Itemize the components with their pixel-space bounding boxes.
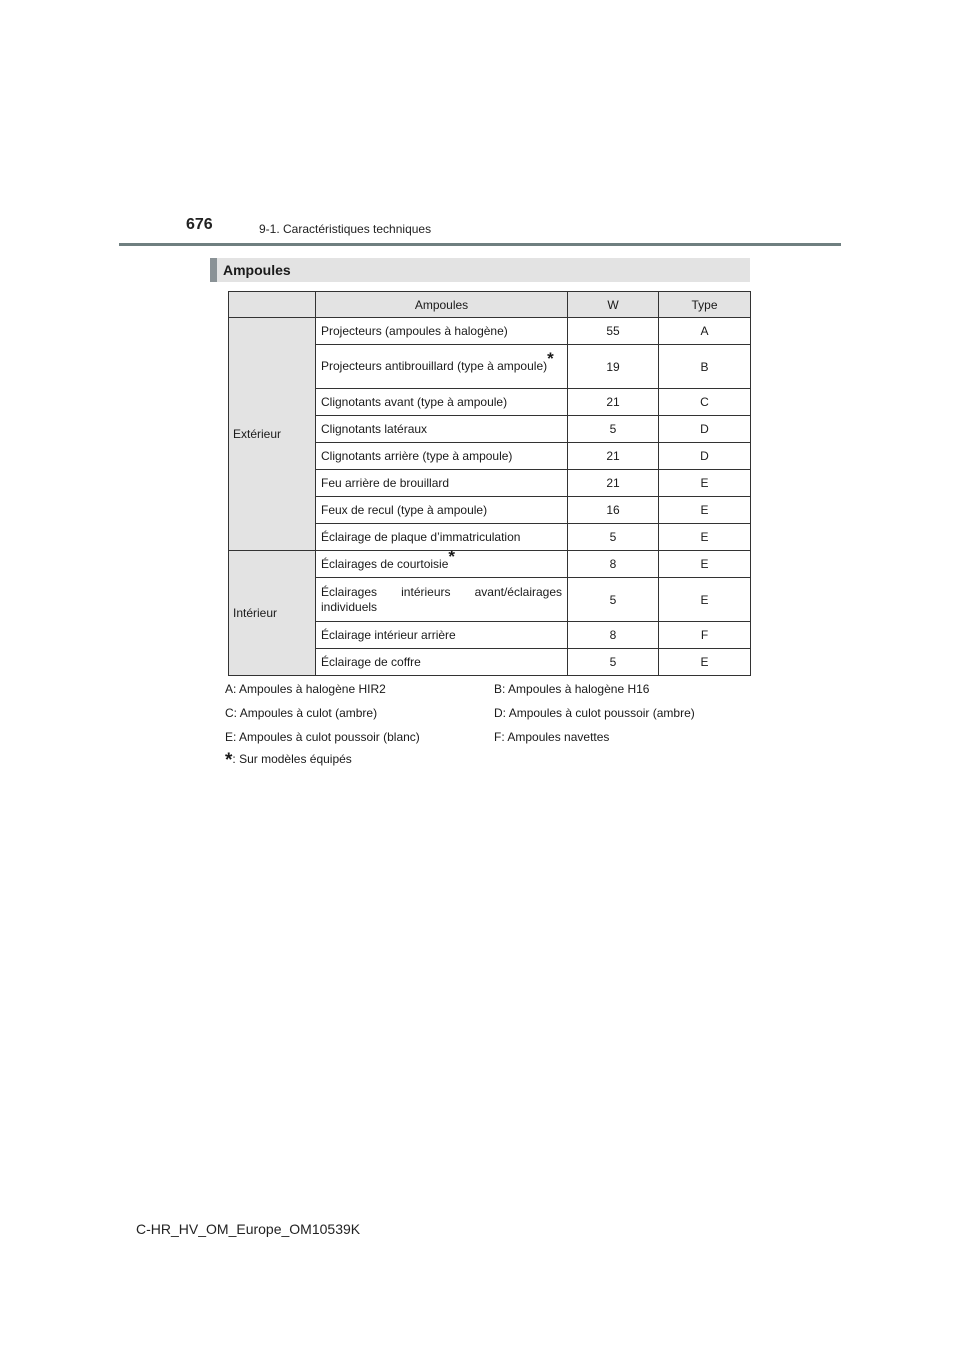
chapter-title: 9-1. Caractéristiques techniques [259, 222, 432, 236]
footnote-symbol: * [225, 750, 233, 771]
bulb-watts: 5 [568, 578, 659, 622]
bulb-watts: 8 [568, 551, 659, 578]
bulb-type: B [659, 345, 751, 389]
column-header-group [229, 292, 316, 318]
section-header [210, 258, 750, 282]
footnote [225, 750, 352, 772]
bulb-watts: 5 [568, 649, 659, 676]
legend-item: B: Ampoules à halogène H16 [494, 682, 650, 696]
bulb-watts: 21 [568, 443, 659, 470]
column-header-watts: W [568, 292, 659, 318]
legend-item: F: Ampoules navettes [494, 730, 610, 744]
bulb-name: Éclairage intérieur arrière [316, 622, 568, 649]
legend [225, 682, 745, 754]
bulb-type: E [659, 524, 751, 551]
bulb-watts: 55 [568, 318, 659, 345]
bulbs-table [228, 291, 751, 676]
bulb-name: Éclairage de plaque d’immatriculation [316, 524, 568, 551]
bulb-type: E [659, 551, 751, 578]
bulb-type: E [659, 470, 751, 497]
bulb-name: Clignotants latéraux [316, 416, 568, 443]
bulb-watts: 21 [568, 389, 659, 416]
bulb-watts: 5 [568, 524, 659, 551]
table-header-row [229, 292, 751, 318]
bulb-watts: 8 [568, 622, 659, 649]
column-header-type: Type [659, 292, 751, 318]
bulb-type: F [659, 622, 751, 649]
bulb-name: Éclairages de courtoisie* [316, 551, 568, 578]
bulb-name: Feu arrière de brouillard [316, 470, 568, 497]
bulb-name: Clignotants arrière (type à ampoule) [316, 443, 568, 470]
footnote-text: : Sur modèles équipés [232, 752, 352, 766]
bulb-watts: 21 [568, 470, 659, 497]
bulb-watts: 19 [568, 345, 659, 389]
bulb-name: Éclairages intérieurs avant/éclairages individuels [316, 578, 568, 622]
legend-row [225, 706, 745, 730]
bulb-type: E [659, 649, 751, 676]
table-row [229, 551, 751, 578]
group-label-interior: Intérieur [229, 551, 316, 676]
column-header-bulbs: Ampoules [316, 292, 568, 318]
bulb-type: C [659, 389, 751, 416]
legend-item: A: Ampoules à halogène HIR2 [225, 682, 386, 696]
footer-code: C-HR_HV_OM_Europe_OM10539K [136, 1221, 361, 1237]
bulb-name: Feux de recul (type à ampoule) [316, 497, 568, 524]
bulb-name: Projecteurs (ampoules à halogène) [316, 318, 568, 345]
bulb-watts: 16 [568, 497, 659, 524]
bulb-watts: 5 [568, 416, 659, 443]
group-label-exterior: Extérieur [229, 318, 316, 551]
bulb-type: E [659, 497, 751, 524]
table-row [229, 318, 751, 345]
bulb-name: Clignotants avant (type à ampoule) [316, 389, 568, 416]
bulb-name: Projecteurs antibrouillard (type à ampoule)* [316, 345, 568, 389]
legend-row [225, 682, 745, 706]
bulb-name: Éclairage de coffre [316, 649, 568, 676]
legend-item: D: Ampoules à culot poussoir (ambre) [494, 706, 695, 720]
legend-item: E: Ampoules à culot poussoir (blanc) [225, 730, 420, 744]
bulb-type: E [659, 578, 751, 622]
page-number: 676 [186, 216, 213, 233]
header-rule [119, 243, 841, 246]
bulb-type: A [659, 318, 751, 345]
bulb-type: D [659, 443, 751, 470]
bulb-type: D [659, 416, 751, 443]
legend-item: C: Ampoules à culot (ambre) [225, 706, 378, 720]
section-title: Ampoules [223, 262, 291, 278]
